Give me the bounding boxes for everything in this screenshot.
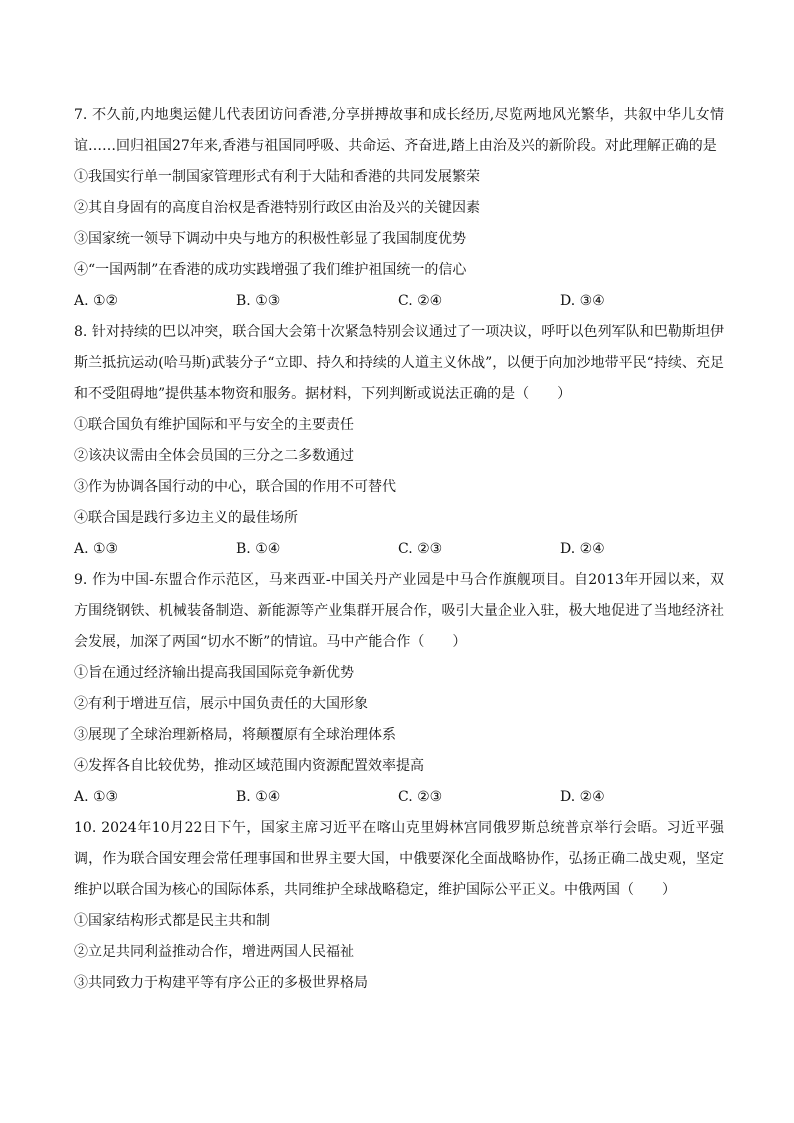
statement-option: ②该决议需由全体会员国的三分之二多数通过 [74, 448, 354, 464]
statement-option: ④联合国是践行多边主义的最佳场所 [74, 510, 298, 526]
question-8 [74, 317, 724, 565]
statement-option: ①国家结构形式都是民主共和制 [74, 913, 270, 929]
statement-option: ①我国实行单一制国家管理形式有利于大陆和香港的共同发展繁荣 [74, 169, 480, 185]
choice-b: B. ①④ [236, 541, 281, 557]
question-stem: 7. 不久前,内地奥运健儿代表团访问香港,分享拼搏故事和成长经历,尽览两地风光繁华，共叙中华儿女情谊……回归祖国27年来,香港与祖国同呼吸、共命运、齐奋进,踏上由治及兴的新阶段。对此理解正确的是 [74, 107, 724, 154]
answer-choices [74, 534, 724, 565]
statement-option: ③展现了全球治理新格局，将颠覆原有全球治理体系 [74, 727, 396, 743]
choice-d: D. ③④ [560, 293, 605, 309]
statement-option: ②有利于增进互信，展示中国负责任的大国形象 [74, 696, 368, 712]
statement-option: ②立足共同利益推动合作，增进两国人民福祉 [74, 944, 354, 960]
statement-option: ④“一国两制”在香港的成功实践增强了我们维护祖国统一的信心 [74, 262, 467, 278]
answer-choices [74, 286, 724, 317]
choice-a: A. ①③ [74, 541, 119, 557]
exam-page [74, 100, 724, 999]
choice-b: B. ①④ [236, 789, 281, 805]
statement-option: ④发挥各自比较优势，推动区域范围内资源配置效率提高 [74, 758, 424, 774]
statement-option: ①联合国负有维护国际和平与安全的主要责任 [74, 417, 354, 433]
choice-c: C. ②③ [398, 541, 443, 557]
question-9 [74, 565, 724, 813]
choice-a: A. ①② [74, 293, 119, 309]
statement-option: ③作为协调各国行动的中心，联合国的作用不可替代 [74, 479, 396, 495]
choice-d: D. ②④ [560, 541, 605, 557]
choice-d: D. ②④ [560, 789, 605, 805]
question-stem: 8. 针对持续的巴以冲突，联合国大会第十次紧急特别会议通过了一项决议，呼吁以色列军队和巴勒斯坦伊斯兰抵抗运动(哈马斯)武装分子“立即、持久和持续的人道主义休战”，以便于向加沙地带平民“持续、充足和不受阻碍地”提供基本物资和服务。据材料，下列判断或说法正确的是（ ） [74, 324, 724, 402]
choice-c: C. ②③ [398, 789, 443, 805]
question-7 [74, 100, 724, 317]
statement-option: ③共同致力于构建平等有序公正的多极世界格局 [74, 975, 368, 991]
question-10 [74, 813, 724, 999]
answer-choices [74, 782, 724, 813]
choice-b: B. ①③ [236, 293, 281, 309]
statement-option: ③国家统一领导下调动中央与地方的积极性彰显了我国制度优势 [74, 231, 466, 247]
statement-option: ①旨在通过经济输出提高我国国际竞争新优势 [74, 665, 354, 681]
choice-c: C. ②④ [398, 293, 443, 309]
question-stem: 10. 2024年10月22日下午，国家主席习近平在喀山克里姆林宫同俄罗斯总统普京举行会晤。习近平强调，作为联合国安理会常任理事国和世界主要大国，中俄要深化全面战略协作，弘扬正确二战史观，坚定维护以联合国为核心的国际体系，共同维护全球战略稳定，维护国际公平正义。中俄两国（ ） [74, 820, 724, 898]
choice-a: A. ①③ [74, 789, 119, 805]
question-stem: 9. 作为中国-东盟合作示范区，马来西亚-中国关丹产业园是中马合作旗舰项目。自2013年开园以来，双方围绕钢铁、机械装备制造、新能源等产业集群开展合作，吸引大量企业入驻，极大地促进了当地经济社会发展，加深了两国“切水不断”的情谊。马中产能合作（ ） [74, 572, 724, 650]
statement-option: ②其自身固有的高度自治权是香港特别行政区由治及兴的关键因素 [74, 200, 480, 216]
